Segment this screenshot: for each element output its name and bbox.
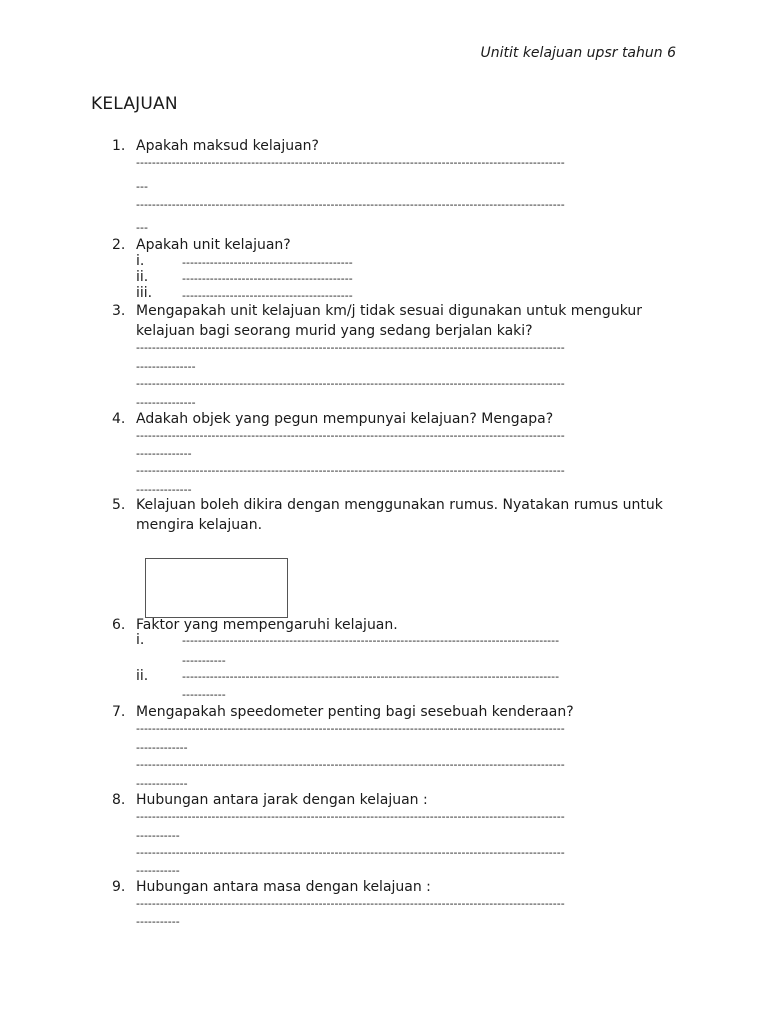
question-number: 3.	[112, 303, 126, 319]
question-text: Kelajuan boleh dikira dengan menggunakan rumus. Nyatakan rumus untuk mengira kelajuan.	[136, 497, 663, 533]
answer-line-tail: ---	[136, 180, 148, 193]
page-title: KELAJUAN	[91, 94, 178, 114]
answer-line-tail: --------------	[136, 447, 192, 460]
answer-line: ------------------------------------------------------------------------------------------------------------	[136, 198, 565, 211]
answer-line-tail: ---	[136, 221, 148, 234]
roman-numeral: i.	[136, 253, 145, 269]
answer-line: ------------------------------------------------------------------------------------------------------------	[136, 341, 565, 354]
question-text: Mengapakah unit kelajuan km/j tidak sesuai digunakan untuk mengukur kelajuan bagi seorang murid yang sedang berjalan kaki?	[136, 303, 642, 339]
page-header: Unitit kelajuan upsr tahun 6	[480, 45, 676, 61]
answer-line-tail: -------------	[136, 741, 188, 754]
answer-line: ------------------------------------------------------------------------------------------------------------	[136, 810, 565, 823]
question-number: 2.	[112, 237, 126, 253]
question-number: 8.	[112, 792, 126, 808]
answer-line: ------------------------------------------------------------------------------------------------------------	[136, 377, 565, 390]
answer-line-tail: -------------	[136, 777, 188, 790]
answer-line-tail: -----------	[182, 688, 226, 701]
answer-line-tail: -----------	[182, 654, 226, 667]
question-text: Mengapakah speedometer penting bagi sesebuah kenderaan?	[136, 704, 574, 720]
question-text: Apakah unit kelajuan?	[136, 237, 291, 253]
question-number: 9.	[112, 879, 126, 895]
question-text: Hubungan antara masa dengan kelajuan :	[136, 879, 431, 895]
answer-line-tail: --------------	[136, 483, 192, 496]
roman-numeral: ii.	[136, 668, 149, 684]
answer-line: ------------------------------------------------------------------------------------------------------------	[136, 846, 565, 859]
answer-line: ------------------------------------------------------------------------------------------------------------	[136, 429, 565, 442]
answer-line: -----------------------------------------------------------------------------------------------	[182, 634, 560, 647]
answer-line-tail: -----------	[136, 829, 180, 842]
question-text: Adakah objek yang pegun mempunyai kelajuan? Mengapa?	[136, 411, 554, 427]
answer-line: ------------------------------------------------------------------------------------------------------------	[136, 464, 565, 477]
answer-line: ------------------------------------------------------------------------------------------------------------	[136, 758, 565, 771]
answer-line: -----------------------------------------------------------------------------------------------	[182, 670, 560, 683]
question-number: 7.	[112, 704, 126, 720]
question-text: Faktor yang mempengaruhi kelajuan.	[136, 617, 398, 633]
question-text: Hubungan antara jarak dengan kelajuan :	[136, 792, 428, 808]
answer-line: ------------------------------------------------------------------------------------------------------------	[136, 156, 565, 169]
roman-numeral: i.	[136, 632, 145, 648]
question-number: 5.	[112, 497, 126, 513]
question-text: Apakah maksud kelajuan?	[136, 138, 319, 154]
question-number: 6.	[112, 617, 126, 633]
answer-line-tail: ---------------	[136, 396, 196, 409]
answer-line: ------------------------------------------------------------------------------------------------------------	[136, 897, 565, 910]
answer-line: ------------------------------------------------------------------------------------------------------------	[136, 722, 565, 735]
question-number: 4.	[112, 411, 126, 427]
answer-line-tail: -----------	[136, 864, 180, 877]
answer-line-tail: ---------------	[136, 360, 196, 373]
roman-numeral: ii.	[136, 269, 149, 285]
question-number: 1.	[112, 138, 126, 154]
formula-answer-box[interactable]	[145, 558, 288, 618]
answer-line-tail: -----------	[136, 915, 180, 928]
answer-line: -------------------------------------------	[182, 272, 353, 285]
answer-line: -------------------------------------------	[182, 289, 353, 302]
roman-numeral: iii.	[136, 285, 153, 301]
answer-line: -------------------------------------------	[182, 256, 353, 269]
